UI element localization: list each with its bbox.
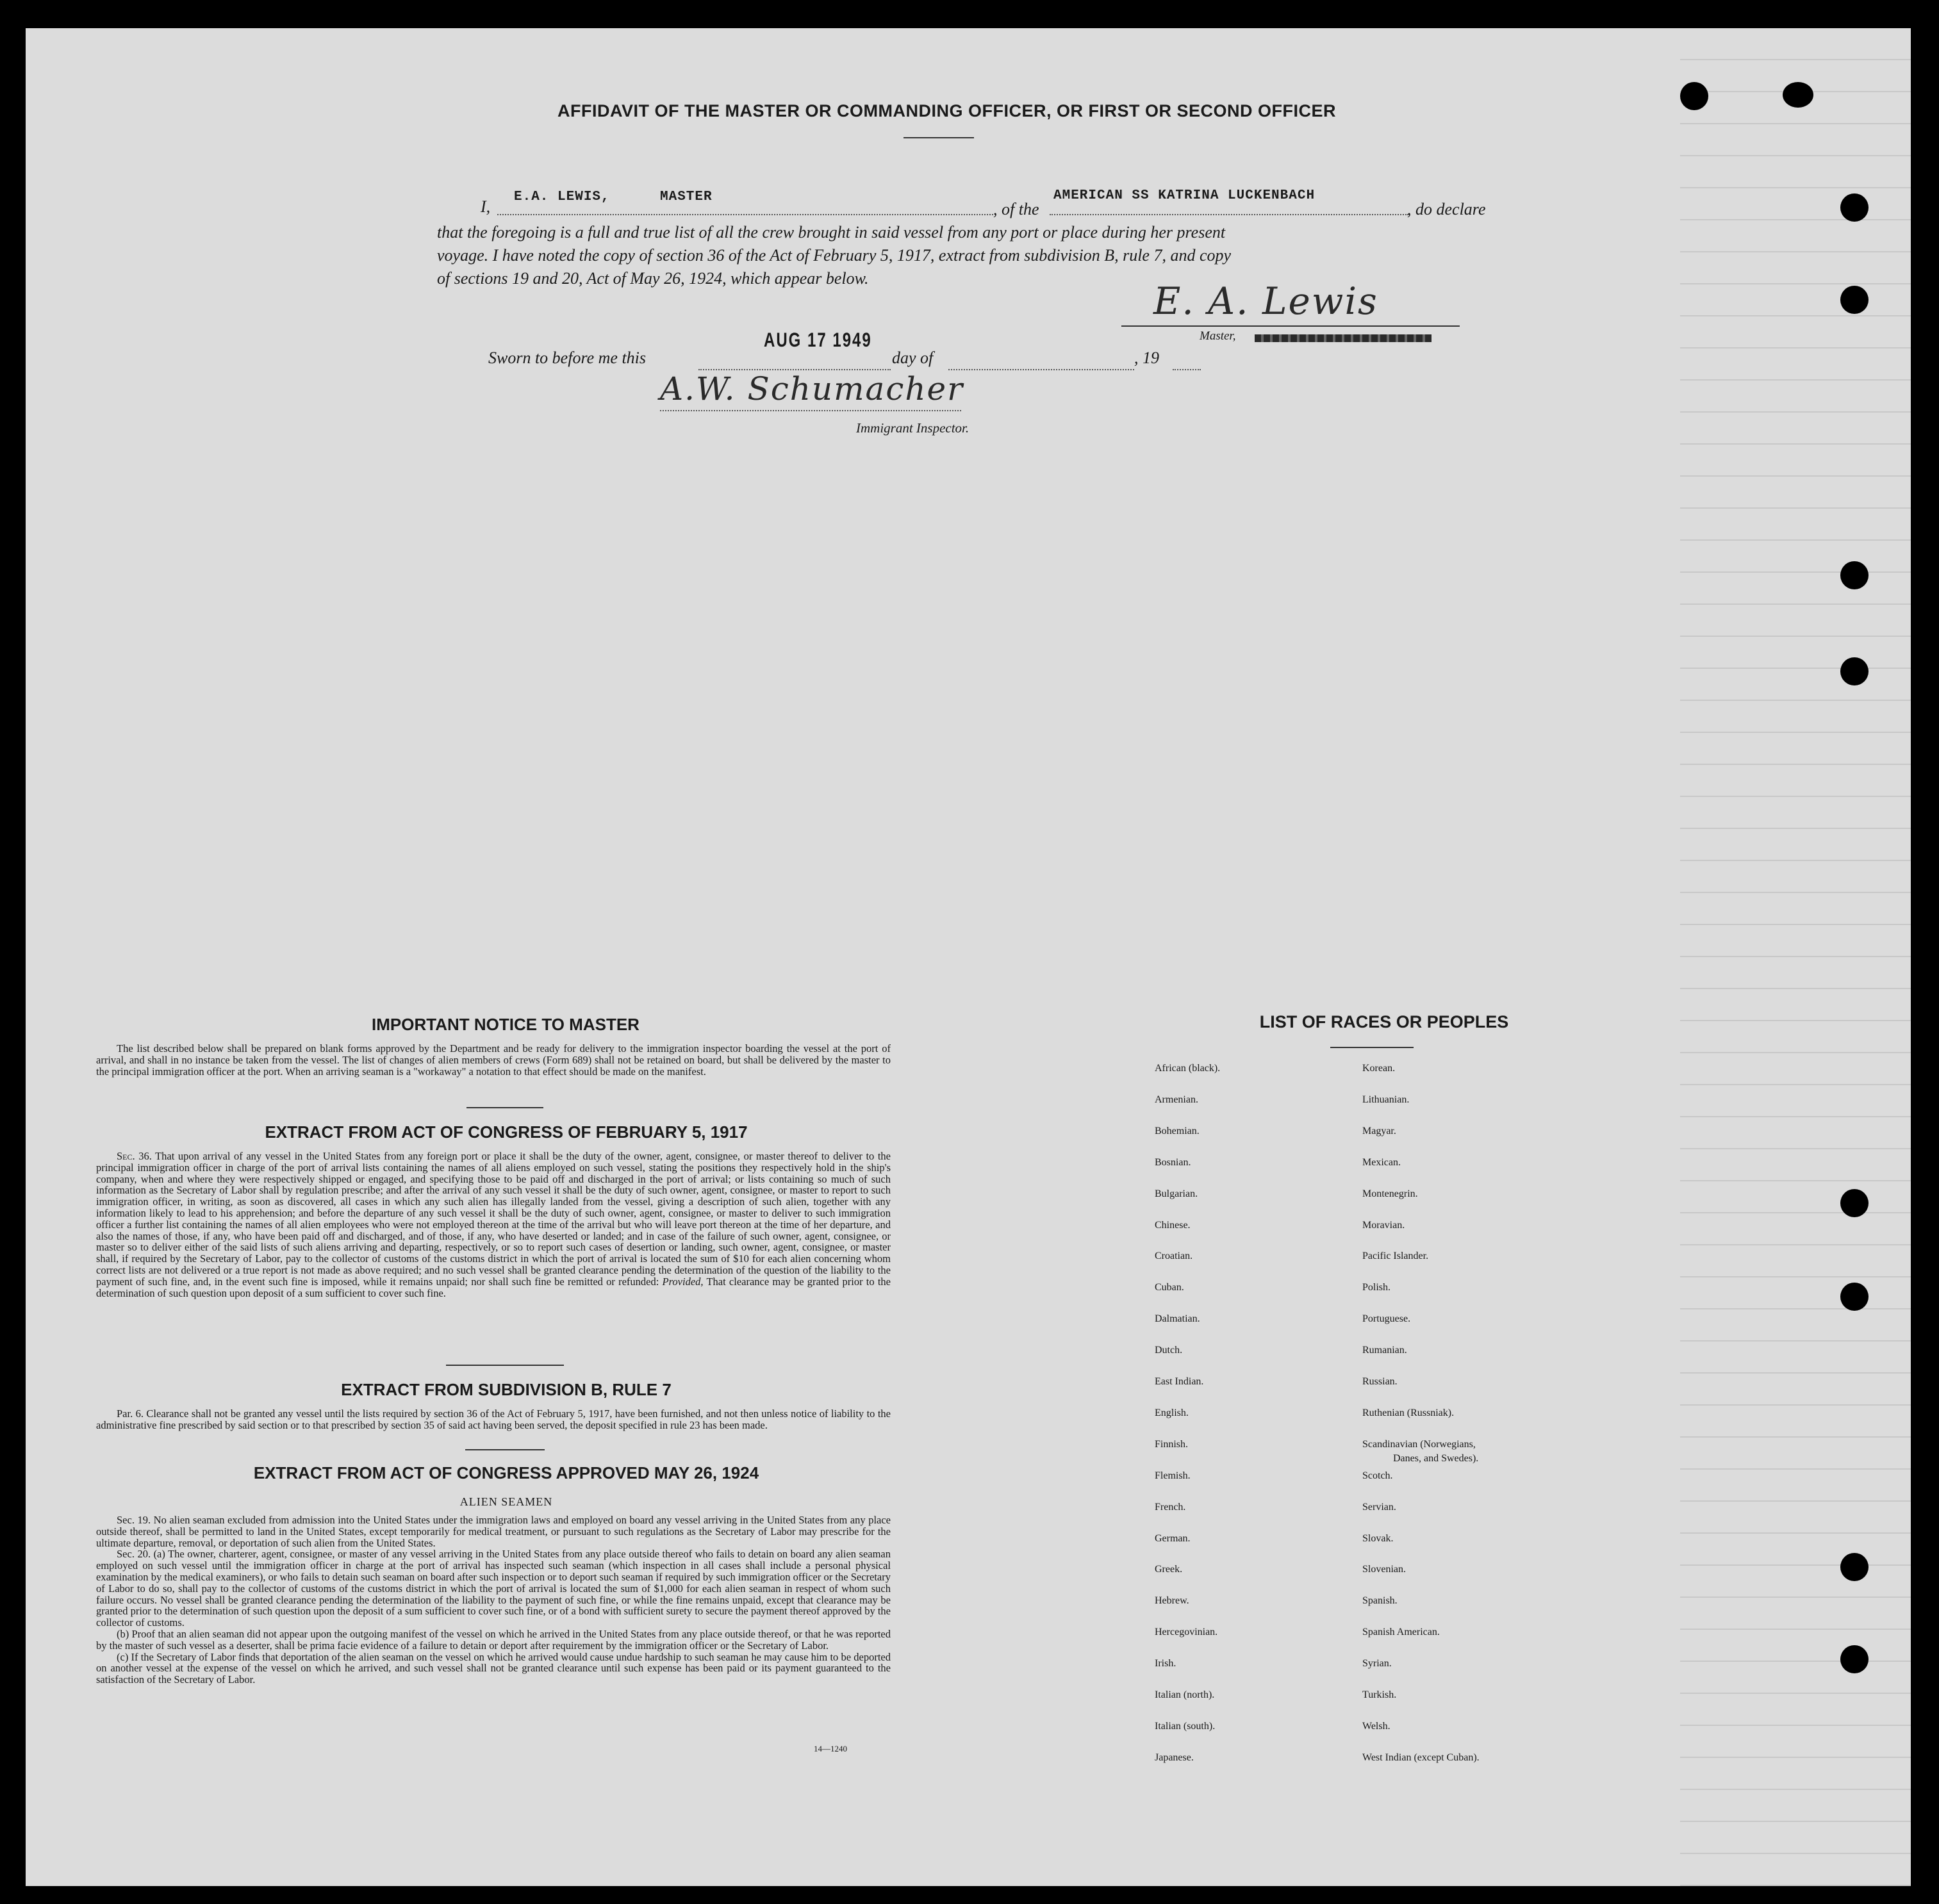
race-entry: Bulgarian. <box>1155 1188 1198 1199</box>
punch-hole <box>1840 193 1869 222</box>
race-entry: Hebrew. <box>1155 1595 1189 1607</box>
race-entry: Croatian. <box>1155 1251 1193 1262</box>
sec-20b-text: (b) Proof that an alien seaman did not appear upon the outgoing manifest of the vessel on which he arrived in the United States from any place outside thereof, or that he was reported by the master of such vessel as a deserter, shall be prima facie evidence of a failure to detain or deport after requirement by the immigration officer or the Secretary of Labor. <box>96 1627 891 1652</box>
affidavit-line-2: that the foregoing is a full and true list of all the crew brought in said vessel from any port or place during her present <box>437 223 1226 242</box>
year-label: , 19 <box>1134 349 1159 367</box>
race-entry: Syrian. <box>1362 1658 1392 1670</box>
sec-36-text: That upon arrival of any vessel in the United States from any foreign port or place it shall be the duty of the owner, agent, consignee, or master thereof to deliver to the principal immigration officer in charge of the port of arrival lists containing the names of all aliens employed on such vessel, stating the positions they respectively hold in the ship's company, when and where they were respectively shipped or engaged, and specifying those to be paid off and discharged in the port of arrival; or lists containing so much of such information as the Secretary of Labor shall by regulation prescribe; and after the arrival of any such vessel it shall be the duty of such owner, agent, consignee, or master to report to such immigration officer, in writing, as soon as discovered, all cases in which any such alien has illegally landed from the vessel, giving a description of such alien, together with any information likely to lead to his apprehension; and before the departure of any such vessel it shall be the duty of such owner, agent, consignee, or master to deliver to such immigration officer a further list containing the names of all alien employees who were not employed thereon at the time of the arrival but who will leave port thereon at the time of her departure, and also the names of those, if any, who have been paid off and discharged, and of those, if any, who have deserted or landed; and in case of the failure of such owner, agent, consignee, or master so to deliver either of the said lists of such aliens arriving and departing, respectively, or so to report such cases of desertion or landing, such owner, agent, consignee, or master shall, if required by the Secretary of Labor, pay to the collector of customs of the customs district in which the port of arrival is located the sum of $10 for each alien concerning whom correct lists are not delivered or a true report is not made as above required; and no such vessel shall be granted clearance pending the determination of the question of the liability to the payment of such fine, and, in the event such fine is imposed, while it remains unpaid; nor shall such fine be remitted or refunded: <box>96 1150 891 1288</box>
race-entry: Montenegrin. <box>1362 1188 1418 1199</box>
provided-word: Provided, <box>662 1275 704 1288</box>
race-entry: West Indian (except Cuban). <box>1362 1752 1480 1763</box>
race-entry: French. <box>1155 1501 1186 1513</box>
race-entry: Turkish. <box>1362 1689 1397 1700</box>
race-entry: Spanish. <box>1362 1595 1398 1607</box>
month-line <box>948 352 1134 370</box>
day-of-label: day of <box>892 349 934 367</box>
sworn-date-stamp: AUG 17 1949 <box>764 329 872 352</box>
inspector-label: Immigrant Inspector. <box>856 420 970 436</box>
section-rule <box>466 1107 543 1108</box>
extract-rule7-body <box>96 1408 891 1431</box>
race-entry: Polish. <box>1362 1282 1391 1293</box>
race-entry: Ruthenian (Russniak). <box>1362 1407 1455 1418</box>
punch-hole <box>1783 82 1813 108</box>
race-entry: Korean. <box>1362 1063 1396 1074</box>
race-entry: Mexican. <box>1362 1156 1401 1168</box>
race-entry: Hercegovinian. <box>1155 1627 1218 1638</box>
affidavit-title: AFFIDAVIT OF THE MASTER OR COMMANDING OFFICER, OR FIRST OR SECOND OFFICER <box>557 101 1336 120</box>
affidavit-line-1 <box>481 188 1499 218</box>
punch-hole <box>1840 1189 1869 1217</box>
race-entry: German. <box>1155 1532 1191 1544</box>
notice-title: IMPORTANT NOTICE TO MASTER <box>372 1015 639 1034</box>
ruled-margin <box>1680 28 1911 1886</box>
extract-1917-title: EXTRACT FROM ACT OF CONGRESS OF FEBRUARY 5, 1917 <box>265 1122 748 1142</box>
master-signature: E. A. Lewis <box>1153 279 1378 323</box>
inspector-signature: A.W. Schumacher <box>660 370 964 407</box>
struck-officer-label <box>1255 334 1432 342</box>
section-rule <box>446 1365 564 1366</box>
of-the-label: , of the <box>993 200 1039 218</box>
declarant-name: E.A. LEWIS, <box>514 190 610 204</box>
race-entry: Russian. <box>1362 1376 1398 1387</box>
punch-hole <box>1840 1553 1869 1581</box>
race-entry: Pacific Islander. <box>1362 1251 1429 1262</box>
race-entry: Armenian. <box>1155 1094 1198 1105</box>
race-entry-continuation: Danes, and Swedes). <box>1393 1452 1479 1464</box>
year-line <box>1173 352 1201 370</box>
race-entry: Lithuanian. <box>1362 1094 1410 1105</box>
section-rule <box>465 1449 545 1450</box>
master-label: Master, <box>1200 329 1236 343</box>
punch-hole <box>1840 286 1869 314</box>
race-entry: Bohemian. <box>1155 1125 1200 1137</box>
sec-20a-text: Sec. 20. (a) The owner, charterer, agent, consignee, or master of any vessel arriving in the United States from any place outside thereof who fails to detain on board any alien seaman employed on such vessel until the immigration officer in charge at the port of arrival has inspected such seaman (which inspection in all cases shall include a personal physical examination by the medical examiners), or who fails to detain such seaman on board after such inspection or to deport such seaman if required by such immigration officer or the Secretary of Labor to do so, shall pay to the collector of customs of the customs district in which the port of arrival is located the sum of $1,000 for each alien seaman in respect of whom such failure occurs. No vessel shall be granted clearance pending the determination of the liability to the payment of such fine, or while the fine remains unpaid, except that clearance may be granted prior to the determination of such question upon the deposit of a sum sufficient to cover such fine, or of a bond with sufficient surety to secure the payment thereof approved by the collector of customs. <box>96 1548 891 1629</box>
form-number: 14—1240 <box>814 1744 847 1753</box>
race-entry: Bosnian. <box>1155 1156 1191 1168</box>
race-entry: East Indian. <box>1155 1376 1204 1387</box>
race-entry: Spanish American. <box>1362 1627 1440 1638</box>
sworn-date-line <box>698 329 891 370</box>
race-entry: Irish. <box>1155 1658 1176 1670</box>
race-entry: Slovak. <box>1362 1532 1394 1544</box>
race-entry: Italian (south). <box>1155 1720 1216 1732</box>
punch-hole <box>1840 561 1869 589</box>
race-entry: Welsh. <box>1362 1720 1390 1732</box>
race-entry: English. <box>1155 1407 1189 1418</box>
sec-36-end: That clearance may be granted prior to the determination of such question upon deposit of a sum sufficient to cover such fine. <box>96 1275 891 1299</box>
punch-hole <box>1840 1645 1869 1673</box>
extract-rule7-title: EXTRACT FROM SUBDIVISION B, RULE 7 <box>341 1380 672 1399</box>
race-entry: Scotch. <box>1362 1470 1393 1481</box>
extract-1924-title: EXTRACT FROM ACT OF CONGRESS APPROVED MAY 26, 1924 <box>253 1463 759 1482</box>
affidavit-line-4: of sections 19 and 20, Act of May 26, 1924, which appear below. <box>437 269 869 288</box>
sec-20c-text: (c) If the Secretary of Labor finds that deportation of the alien seaman on the vessel on which he arrived would cause undue hardship to such seaman he may cause him to be deported on another vessel at the expense of the vessel on which he arrived, and such vessel shall not be granted clearance until such expense has been paid or its payment guaranteed to the satisfaction of the Secretary of Labor. <box>96 1650 891 1686</box>
race-entry: Dutch. <box>1155 1345 1183 1356</box>
title-rule <box>903 137 974 138</box>
race-entry: Finnish. <box>1155 1438 1189 1450</box>
race-entry: Moravian. <box>1362 1219 1405 1231</box>
race-entry: Italian (north). <box>1155 1689 1215 1700</box>
extract-1924-body <box>96 1514 891 1686</box>
alien-seamen-subtitle: ALIEN SEAMEN <box>459 1495 553 1508</box>
vessel-line <box>1050 188 1408 215</box>
master-signature-line <box>1121 325 1460 327</box>
notice-text: The list described below shall be prepared on blank forms approved by the Department and be ready for delivery to the immigration inspector boarding the vessel at the port of arrival, and shall in no instance be taken from the vessel. The list of changes of alien members of crews (Form 689) shall not be retained on board, but shall be delivered by the master to the principal immigration officer at the port. When an arriving seaman is a "workaway" a notation to that effect should be made on the manifest. <box>96 1042 891 1078</box>
race-entry: Dalmatian. <box>1155 1313 1200 1325</box>
race-entry: Rumanian. <box>1362 1345 1407 1356</box>
punch-hole <box>1840 1283 1869 1311</box>
inspector-signature-line <box>660 410 961 411</box>
races-title: LIST OF RACES OR PEOPLES <box>1259 1012 1509 1031</box>
sec-36-lead: Sec. 36. <box>117 1150 152 1162</box>
declarant-line <box>497 190 993 215</box>
affidavit-line-3: voyage. I have noted the copy of section 36 of the Act of February 5, 1917, extract from subdivision B, rule 7, and copy <box>437 246 1232 265</box>
notice-body <box>96 1043 891 1078</box>
race-entry: African (black). <box>1155 1063 1221 1074</box>
rule7-text: Par. 6. Clearance shall not be granted any vessel until the lists required by section 36 of the Act of February 5, 1917, have been furnished, and not then unless notice of liability to the administrative fine prescribed by said section or to that prescribed by section 35 of said act having been served, the deposit specified in rule 23 has been made. <box>96 1407 891 1431</box>
declarant-rank: MASTER <box>660 190 713 204</box>
race-entry: Portuguese. <box>1362 1313 1411 1325</box>
vessel-name: AMERICAN SS KATRINA LUCKENBACH <box>1053 188 1316 203</box>
punch-hole <box>1840 657 1869 685</box>
sec-19-text: Sec. 19. No alien seaman excluded from admission into the United States under the immigration laws and employed on board any vessel arriving in the United States from any place outside thereof, shall be permitted to land in the United States, except temporarily for medical treatment, or pursuant to such regulations as the Secretary of Labor may prescribe for the ultimate departure, removal, or deportation of such alien from the United States. <box>96 1514 891 1549</box>
punch-hole <box>1680 82 1708 110</box>
race-entry: Slovenian. <box>1362 1564 1406 1575</box>
prefix-i: I, <box>481 197 491 216</box>
race-entry: Flemish. <box>1155 1470 1191 1481</box>
race-entry: Greek. <box>1155 1564 1183 1575</box>
sworn-label: Sworn to before me this <box>488 349 647 367</box>
race-entry: Japanese. <box>1155 1752 1194 1763</box>
document-page <box>26 28 1911 1886</box>
race-entry: Scandinavian (Norwegians, <box>1362 1438 1476 1450</box>
races-rule <box>1330 1047 1414 1048</box>
race-entry: Chinese. <box>1155 1219 1191 1231</box>
race-entry: Servian. <box>1362 1501 1396 1513</box>
do-declare-label: , do declare <box>1407 200 1486 218</box>
extract-1917-body <box>96 1151 891 1299</box>
race-entry: Magyar. <box>1362 1125 1396 1137</box>
race-entry: Cuban. <box>1155 1282 1184 1293</box>
